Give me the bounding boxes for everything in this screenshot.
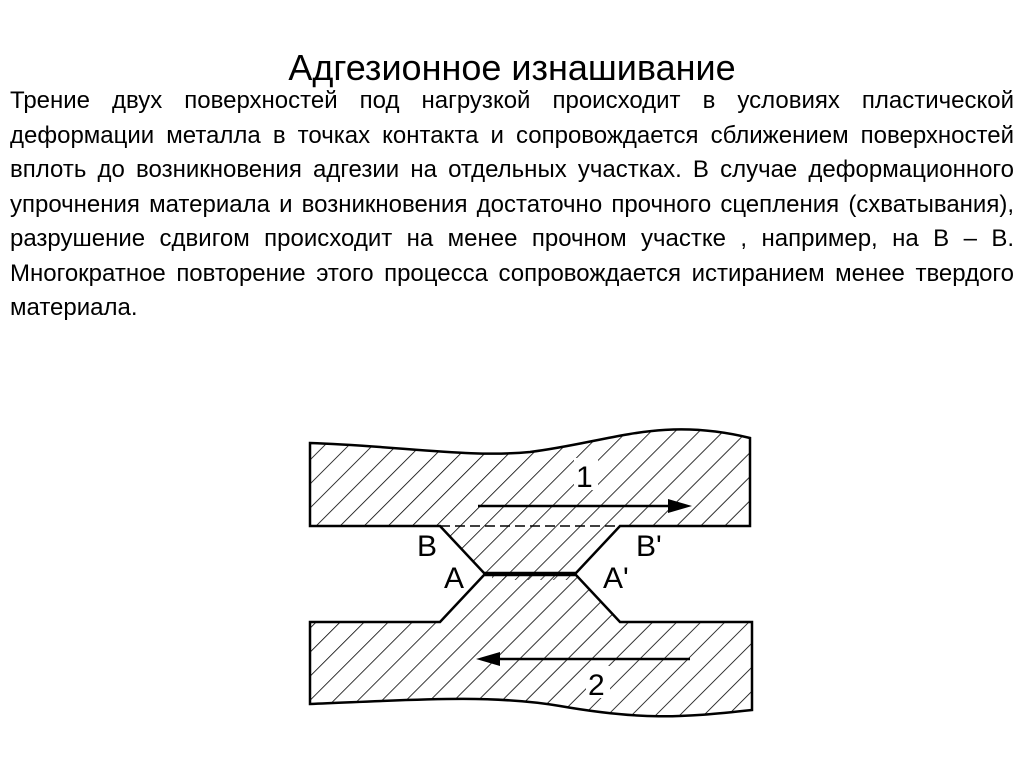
diagram-svg [300, 410, 760, 730]
label-point-a-prime: А' [603, 562, 629, 595]
label-point-a: А [444, 562, 465, 595]
contact-zone-hatching [492, 573, 572, 580]
body-paragraph: Трение двух поверхностей под нагрузкой происходит в условиях пластической деформации металла в точках контакта и сопровождается сближением поверхностей вплоть до возникновения адгезии на отдельных участках. В случае деформационного упрочнения материала и возникновения достаточно прочного сцепления (схватывания), разрушение сдвигом происходит на менее прочном участке , например, на В – В. Многократное повторение этого процесса сопровождается истиранием менее твердого материала. [10, 87, 1014, 321]
label-body-1: 1 [576, 461, 593, 494]
label-body-2: 2 [588, 669, 605, 702]
label-point-b: В [417, 530, 438, 563]
slide-title: Адгезионное изнашивание [288, 47, 736, 89]
label-point-b-prime: В' [636, 530, 662, 563]
lower-body-shape [310, 575, 752, 716]
upper-body-shape [310, 429, 750, 573]
adhesive-wear-diagram [300, 410, 760, 730]
